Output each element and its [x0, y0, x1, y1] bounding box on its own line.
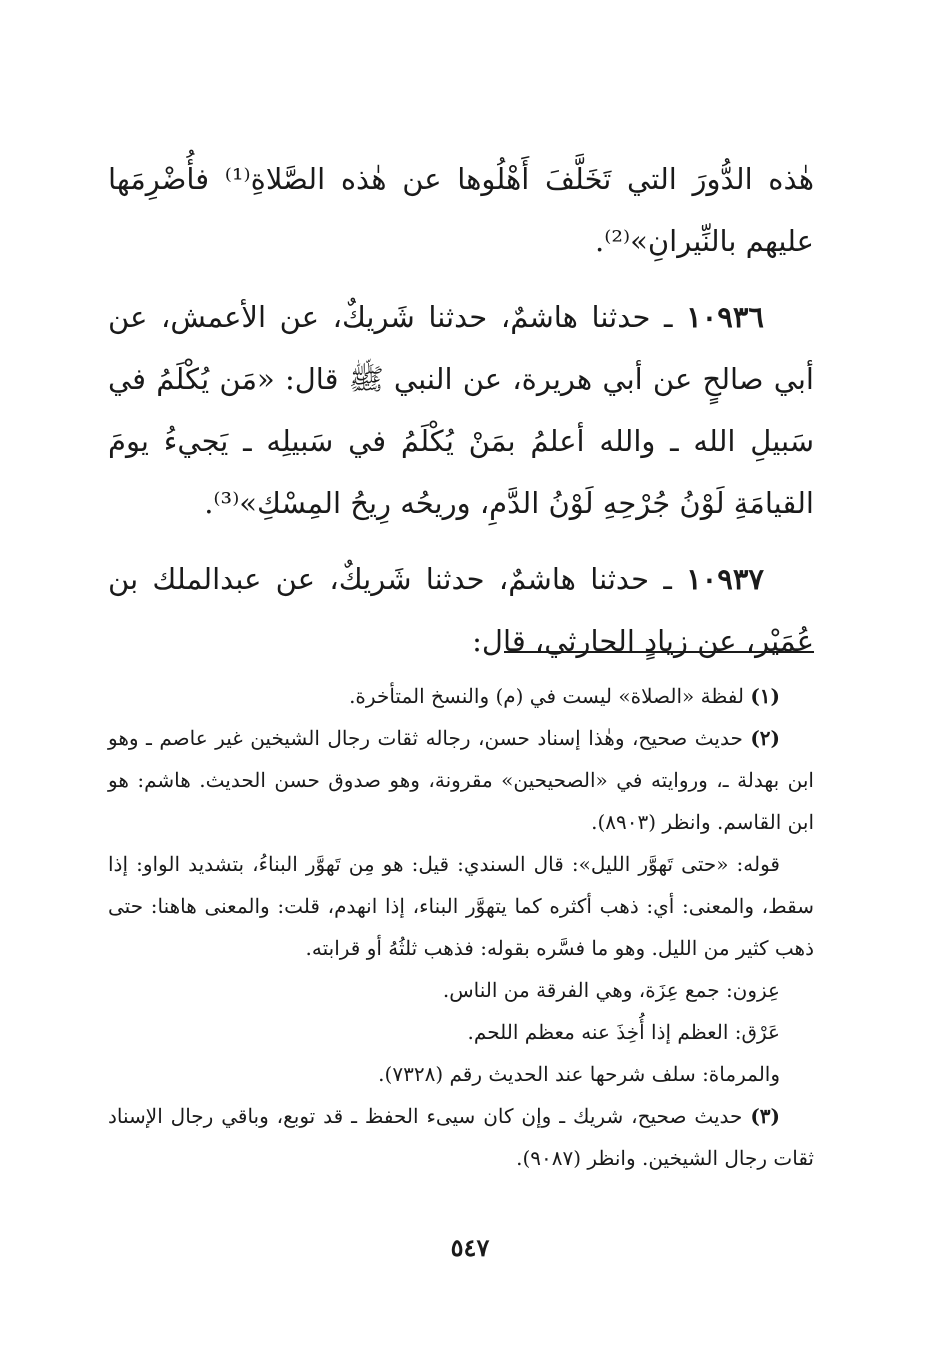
- page-number: ٥٤٧: [450, 1233, 490, 1262]
- footnote-2-commentary: قوله: «حتى تَهوَّر الليل»: قال السندي: قيل: هو مِن تَهوَّر البناءُ، بتشديد الواو: إذا سقط، والمعنى: أي: ذهب أكثره كما يتهوَّر البناء، إذا انهدم، قلت: والمعنى هاهنا: حتى ذهب كثير من الليل. وهو ما فسَّره بقوله: فذهب ثلثُهُ أو قرابته.: [108, 852, 814, 960]
- footnote-2-mirmat: والمرماة: سلف شرحها عند الحديث رقم (٧٣٢٨).: [378, 1062, 780, 1086]
- hadith-text: ـ حدثنا هاشمٌ، حدثنا شَريكٌ، عن عبدالملك بن عُمَيْر، عن زيادٍ الحارثي، قال:: [108, 562, 814, 658]
- footnote-text: لفظة «الصلاة» ليست في (م) والنسخ المتأخرة.: [349, 684, 751, 708]
- footnote-2-izun: عِزون: جمع عِزَة، وهي الفرقة من الناس.: [442, 978, 780, 1002]
- footnote-number: (١): [750, 684, 780, 708]
- footnote-1: [108, 675, 814, 717]
- footnote-number: (٢): [750, 726, 780, 750]
- hadith-10936: [108, 286, 814, 534]
- continuation-paragraph: هٰذه الدُّورَ التي تَخَلَّفَ أَهْلُوها عن هٰذه الصَّلاةِ⁽¹⁾ فأُضْرِمَها عليهم بالنِّيرانِ»⁽²⁾.: [108, 162, 815, 258]
- footnote-3: [108, 1095, 814, 1179]
- footnote-text: حديث صحيح، شريك ـ وإن كان سيىء الحفظ ـ قد توبع، وباقي رجال الإسناد ثقات رجال الشيخين. وانظر (٩٠٨٧).: [108, 1104, 814, 1170]
- footnote-number: (٣): [750, 1104, 780, 1128]
- footnotes: [108, 675, 814, 1179]
- hadith-number: ١٠٩٣٧: [686, 562, 764, 596]
- footnote-text: حديث صحيح، وهٰذا إسناد حسن، رجاله ثقات رجال الشيخين غير عاصم ـ وهو ابن بهدلة ـ، وروايته في «الصحيحين» مقرونة، وهو صدوق حسن الحديث. هاشم: هو ابن القاسم. وانظر (٨٩٠٣).: [108, 726, 814, 834]
- main-text: [108, 148, 814, 686]
- footnote-2: [108, 717, 814, 843]
- hadith-10937: [108, 548, 814, 672]
- footnote-divider: [504, 651, 814, 653]
- footnote-2-arq: عَرْق: العظم إذا أُخِذَ عنه معظم اللحم.: [467, 1020, 780, 1044]
- hadith-text: ـ حدثنا هاشمٌ، حدثنا شَريكٌ، عن الأعمش، عن أبي صالحٍ عن أبي هريرة، عن النبي ﷺ قال: «مَن يُكْلَمُ في سَبيلِ الله ـ والله أعلمُ بمَنْ يُكْلَمُ في سَبيلِه ـ يَجيءُ يومَ القيامَةِ لَوْنُ جُرْحِهِ لَوْنُ الدَّمِ، وريحُه رِيحُ المِسْكِ»⁽³⁾.: [108, 300, 814, 520]
- hadith-number: ١٠٩٣٦: [686, 300, 764, 334]
